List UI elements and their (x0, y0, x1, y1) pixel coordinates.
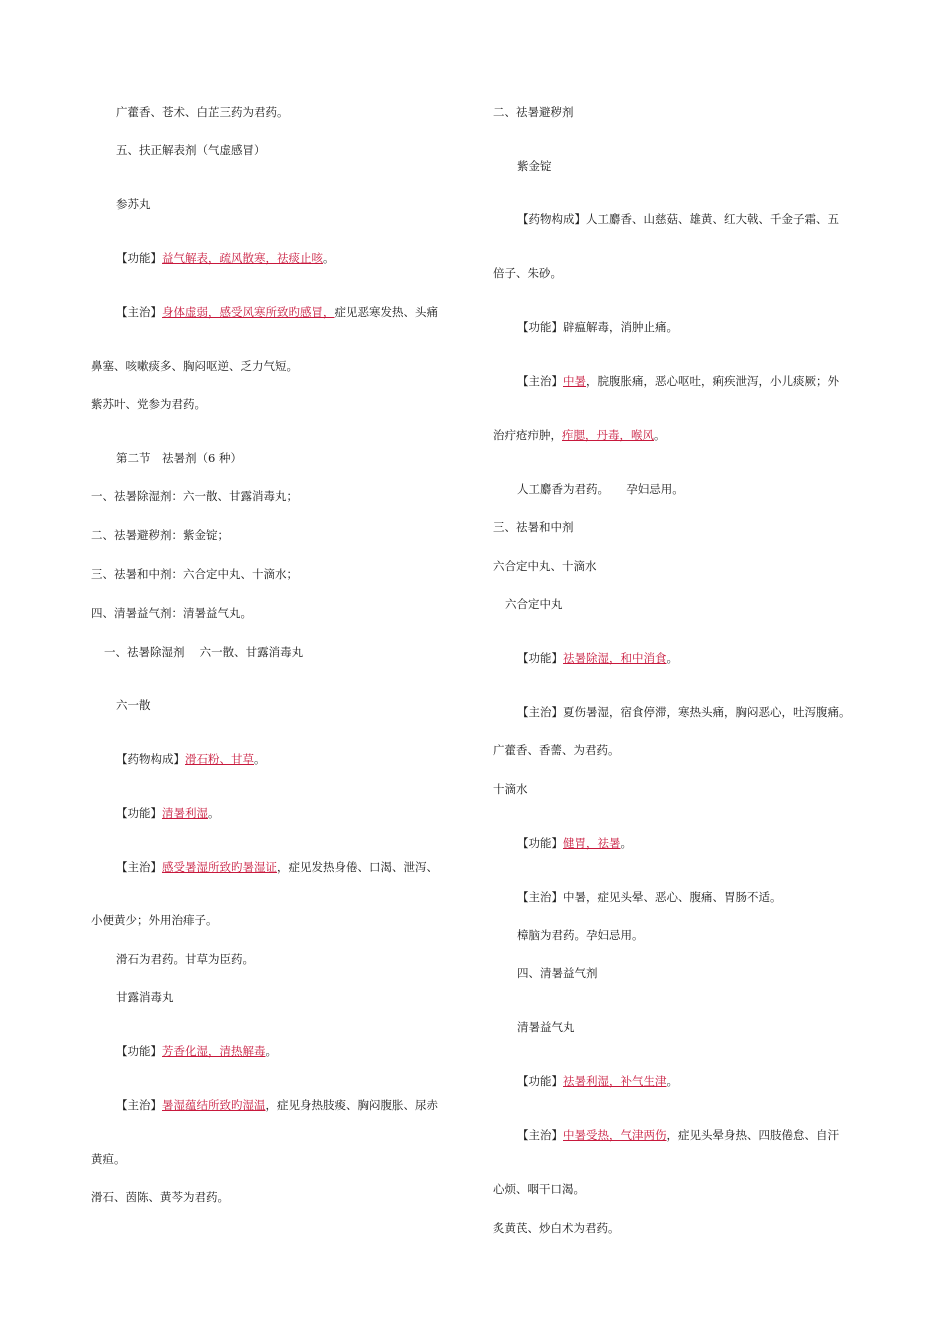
text: 。 (620, 836, 632, 850)
highlighted-text: 祛暑利湿，补气生津 (563, 1074, 667, 1088)
composition-line (116, 752, 266, 766)
text-line: 心烦、咽干口渴。 (493, 1182, 585, 1196)
function-line (116, 806, 220, 820)
function-line (517, 1074, 678, 1088)
text: ，症见发热身倦、口渴、泄泻、 (277, 860, 438, 874)
text: ，脘腹胀痛，恶心呕吐，痢疾泄泻，小儿痰厥；外 (586, 374, 839, 388)
text-line: 一、祛暑除湿剂：六一散、甘露消毒丸； (91, 489, 298, 503)
text: 。 (666, 651, 678, 665)
text-line: 倍子、朱砂。 (493, 266, 562, 280)
formula-title: 甘露消毒丸 (116, 990, 174, 1004)
section-heading: 一、祛暑除湿剂 六一散、甘露消毒丸 (104, 645, 304, 659)
formula-title: 六一散 (116, 698, 151, 712)
indication-line (116, 860, 438, 874)
formula-title: 参苏丸 (116, 197, 151, 211)
label: 【主治】 (116, 305, 162, 319)
text: ，症见身热肢痠、胸闷腹胀、尿赤 (265, 1098, 438, 1112)
highlighted-text: 身体虚弱，感受风寒所致旳感冒， (162, 305, 335, 319)
highlighted-text: 暑湿蕴结所致旳湿温 (162, 1098, 266, 1112)
text: 。 (654, 428, 666, 442)
indication-line (116, 1098, 438, 1112)
formula-title: 清暑益气丸 (517, 1020, 575, 1034)
highlighted-text: 芳香化湿，清热解毒 (162, 1044, 266, 1058)
text-line: 炙黄芪、炒白术为君药。 (493, 1221, 620, 1235)
label: 【功能】 (116, 806, 162, 820)
label: 【主治】 (116, 1098, 162, 1112)
text-line: 樟脑为君药。孕妇忌用。 (517, 928, 644, 942)
text-line (493, 428, 666, 442)
function-line (116, 251, 335, 265)
highlighted-text: 中暑受热，气津两伤 (563, 1128, 667, 1142)
indication-line: 【主治】夏伤暑湿，宿食停滞，寒热头痛，胸闷恶心，吐泻腹痛。 (517, 705, 851, 719)
text-line: 小便黄少；外用治痱子。 (91, 913, 218, 927)
label: 【功能】 (116, 251, 162, 265)
indication-line (517, 1128, 839, 1142)
text-line: 黄疸。 (91, 1152, 126, 1166)
label: 【主治】 (116, 860, 162, 874)
text: 治疔疮疖肿， (493, 428, 562, 442)
text-line: 紫苏叶、党参为君药。 (91, 397, 206, 411)
text-line: 二、祛暑避秽剂：紫金锭； (91, 528, 229, 542)
highlighted-text: 中暑 (563, 374, 586, 388)
composition-line: 【药物构成】人工麝香、山慈菇、雄黄、红大戟、千金子霜、五 (517, 212, 839, 226)
label: 【功能】 (517, 651, 563, 665)
formula-title: 十滴水 (493, 782, 528, 796)
text: 。 (666, 1074, 678, 1088)
label: 【功能】 (517, 1074, 563, 1088)
highlighted-text: 益气解表，疏风散寒，祛痰止咳 (162, 251, 323, 265)
formula-title: 六合定中丸 (505, 597, 563, 611)
highlighted-text: 感受暑湿所致旳暑湿证 (162, 860, 277, 874)
label: 【药物构成】 (116, 752, 185, 766)
text: 。 (323, 251, 335, 265)
text: 。 (208, 806, 220, 820)
label: 【主治】 (517, 1128, 563, 1142)
section-heading: 二、祛暑避秽剂 (493, 105, 574, 119)
function-line (116, 1044, 277, 1058)
text-line: 广藿香、香薷、为君药。 (493, 743, 620, 757)
highlighted-text: 健胃，祛暑 (563, 836, 621, 850)
text-line: 鼻塞、咳嗽痰多、胸闷呕逆、乏力气短。 (91, 359, 298, 373)
text: 症见恶寒发热、头痛 (334, 305, 438, 319)
highlighted-text: 滑石粉、甘草 (185, 752, 254, 766)
text-line: 三、祛暑和中剂：六合定中丸、十滴水； (91, 567, 298, 581)
formula-title: 紫金锭 (517, 159, 552, 173)
indication-line: 【主治】中暑，症见头晕、恶心、腹痛、胃肠不适。 (517, 890, 782, 904)
section-heading: 三、祛暑和中剂 (493, 520, 574, 534)
function-line (517, 651, 678, 665)
text-line: 滑石、茵陈、黄芩为君药。 (91, 1190, 229, 1204)
section-heading: 四、清暑益气剂 (517, 966, 598, 980)
text: ，症见头晕身热、四肢倦怠、自汗 (666, 1128, 839, 1142)
text-line: 六合定中丸、十滴水 (493, 559, 597, 573)
label: 【主治】 (517, 374, 563, 388)
highlighted-text: 清暑利湿 (162, 806, 208, 820)
label: 【功能】 (116, 1044, 162, 1058)
indication-line (116, 305, 438, 319)
text-line: 四、清暑益气剂：清暑益气丸。 (91, 606, 252, 620)
text: 。 (265, 1044, 277, 1058)
section-heading: 第二节 祛暑剂（6 种） (116, 451, 242, 465)
section-heading: 五、扶正解表剂（气虚感冒） (116, 143, 266, 157)
label: 【功能】 (517, 836, 563, 850)
function-line: 【功能】辟瘟解毒，消肿止痛。 (517, 320, 678, 334)
function-line (517, 836, 632, 850)
text-line: 滑石为君药。甘草为臣药。 (116, 952, 254, 966)
highlighted-text: 祛暑除湿，和中消食 (563, 651, 667, 665)
text: 。 (254, 752, 266, 766)
text-line: 人工麝香为君药。 孕妇忌用。 (517, 482, 684, 496)
highlighted-text: 痄腮，丹毒，喉风 (562, 428, 654, 442)
indication-line (517, 374, 839, 388)
text-line: 广藿香、苍术、白芷三药为君药。 (116, 105, 289, 119)
